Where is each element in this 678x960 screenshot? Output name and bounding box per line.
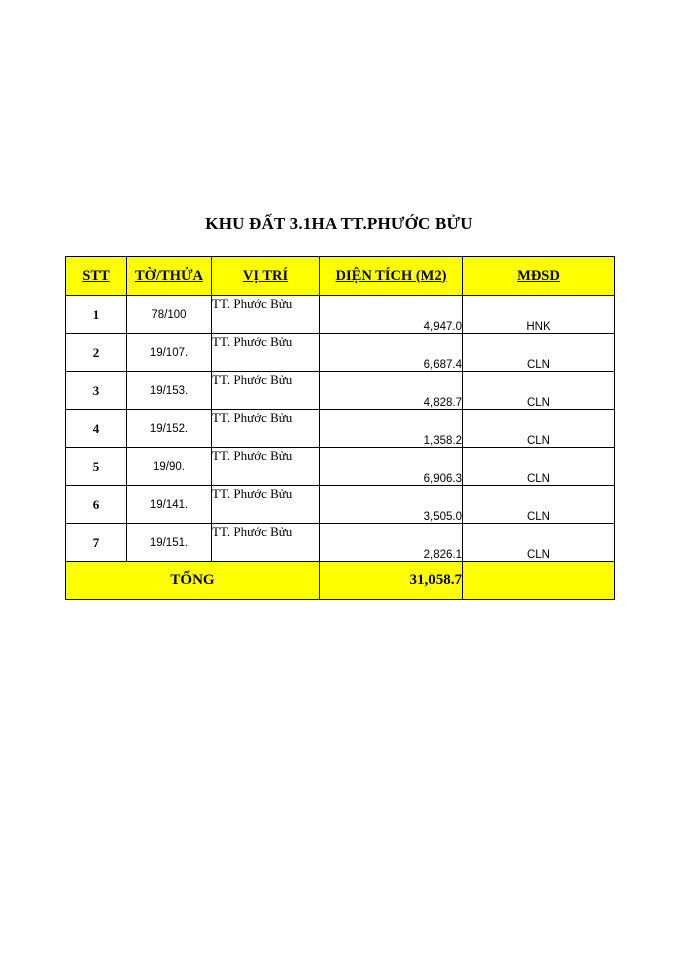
table-row bbox=[66, 372, 615, 410]
table-row bbox=[66, 410, 615, 448]
document-title: KHU ĐẤT 3.1HA TT.PHƯỚC BỬU bbox=[205, 214, 473, 233]
row-land-use: CLN bbox=[463, 448, 615, 486]
row-stt: 2 bbox=[66, 334, 127, 372]
table-row bbox=[66, 334, 615, 372]
total-land-use-empty bbox=[463, 562, 615, 600]
land-parcel-table bbox=[65, 256, 615, 600]
row-parcel: 19/151. bbox=[127, 524, 212, 562]
row-parcel: 78/100 bbox=[127, 296, 212, 334]
header-stt: STT bbox=[66, 257, 127, 296]
header-location: VỊ TRÍ bbox=[212, 257, 320, 296]
row-stt: 6 bbox=[66, 486, 127, 524]
row-parcel: 19/107. bbox=[127, 334, 212, 372]
row-stt: 5 bbox=[66, 448, 127, 486]
row-location: TT. Phước Bửu bbox=[212, 524, 320, 562]
row-area: 4,828.7 bbox=[320, 372, 463, 410]
header-parcel: TỜ/THỬA bbox=[127, 257, 212, 296]
row-area: 2,826.1 bbox=[320, 524, 463, 562]
row-land-use: CLN bbox=[463, 486, 615, 524]
row-area: 6,687.4 bbox=[320, 334, 463, 372]
row-parcel: 19/153. bbox=[127, 372, 212, 410]
row-land-use: HNK bbox=[463, 296, 615, 334]
row-stt: 7 bbox=[66, 524, 127, 562]
table-row bbox=[66, 448, 615, 486]
row-land-use: CLN bbox=[463, 372, 615, 410]
row-parcel: 19/90. bbox=[127, 448, 212, 486]
row-area: 3,505.0 bbox=[320, 486, 463, 524]
row-parcel: 19/141. bbox=[127, 486, 212, 524]
row-parcel: 19/152. bbox=[127, 410, 212, 448]
row-stt: 4 bbox=[66, 410, 127, 448]
header-area: DIỆN TÍCH (M2) bbox=[320, 257, 463, 296]
row-area: 6,906.3 bbox=[320, 448, 463, 486]
table-header-row bbox=[66, 257, 615, 296]
row-location: TT. Phước Bửu bbox=[212, 448, 320, 486]
total-area-value: 31,058.7 bbox=[320, 562, 463, 600]
row-area: 4,947.0 bbox=[320, 296, 463, 334]
table-row bbox=[66, 296, 615, 334]
table-row bbox=[66, 486, 615, 524]
header-land-use: MĐSD bbox=[463, 257, 615, 296]
total-label: TỔNG bbox=[66, 562, 320, 600]
row-location: TT. Phước Bửu bbox=[212, 296, 320, 334]
row-land-use: CLN bbox=[463, 334, 615, 372]
row-location: TT. Phước Bửu bbox=[212, 372, 320, 410]
row-stt: 3 bbox=[66, 372, 127, 410]
row-location: TT. Phước Bửu bbox=[212, 410, 320, 448]
row-land-use: CLN bbox=[463, 524, 615, 562]
total-row bbox=[66, 562, 615, 600]
row-stt: 1 bbox=[66, 296, 127, 334]
row-land-use: CLN bbox=[463, 410, 615, 448]
row-location: TT. Phước Bửu bbox=[212, 486, 320, 524]
row-location: TT. Phước Bửu bbox=[212, 334, 320, 372]
row-area: 1,358.2 bbox=[320, 410, 463, 448]
table-row bbox=[66, 524, 615, 562]
